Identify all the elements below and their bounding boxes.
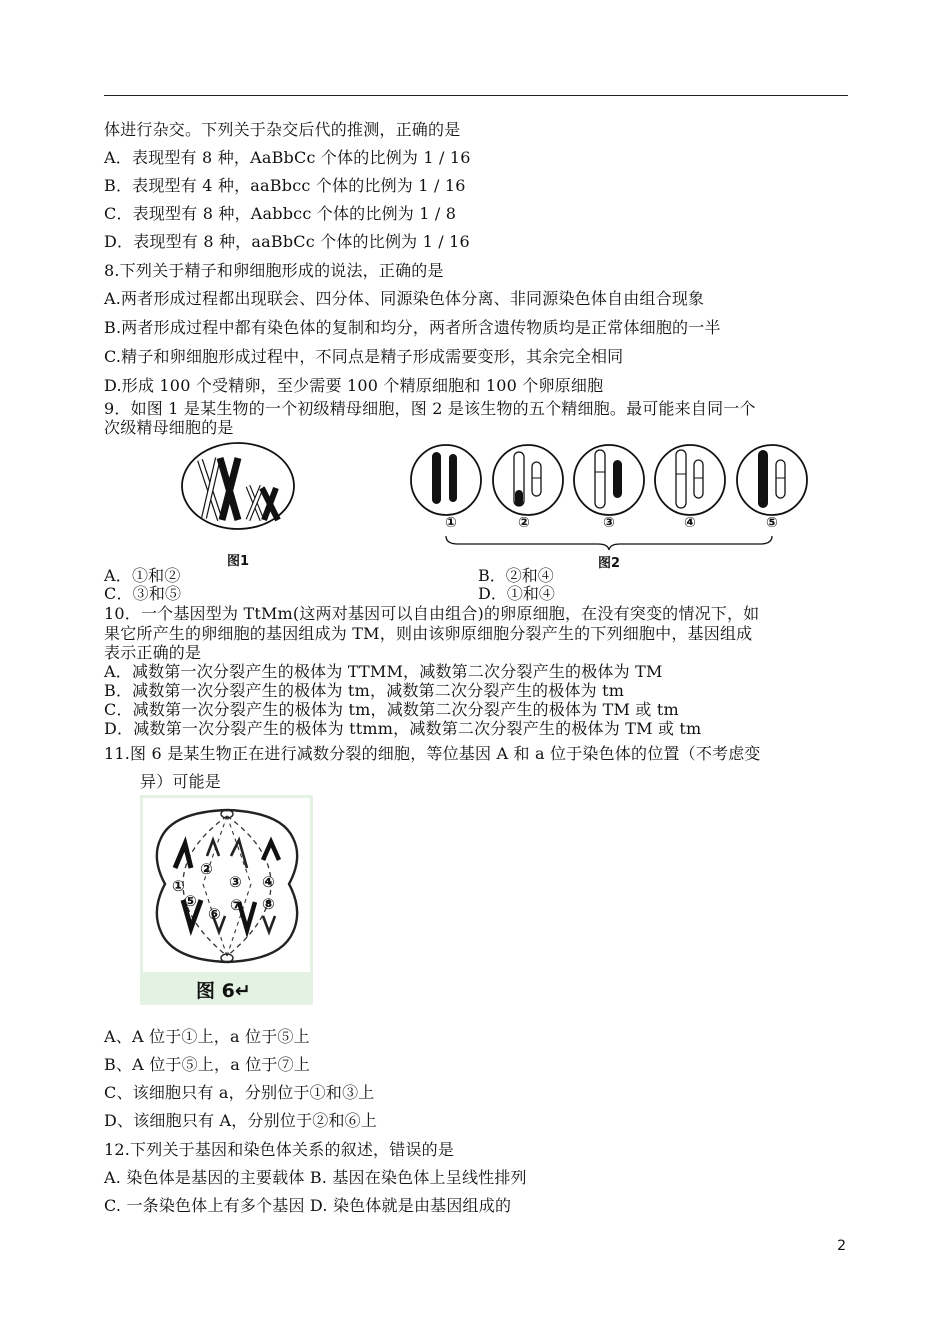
q11-option-c: C、该细胞只有 a，分别位于①和③上 (104, 1083, 375, 1102)
figure-6-label: 图 6↵ (196, 980, 251, 1002)
q11-option-d: D、该细胞只有 A，分别位于②和⑥上 (104, 1111, 378, 1130)
fig2-cell-3-number: ③ (603, 515, 615, 531)
q10-stem-3: 表示正确的是 (104, 643, 202, 662)
q9-option-d: D．①和④ (478, 584, 555, 603)
q8-option-d: D.形成 100 个受精卵，至少需要 100 个精原细胞和 100 个卵原细胞 (104, 376, 604, 395)
q10-option-a: A．减数第一次分裂产生的极体为 TTMM，减数第二次分裂产生的极体为 TM (104, 662, 663, 681)
page-number: 2 (837, 1238, 846, 1254)
fig6-mark-4: ④ (262, 873, 275, 891)
q12-options-cd: C. 一条染色体上有多个基因 D. 染色体就是由基因组成的 (104, 1196, 512, 1215)
q8-option-a: A.两者形成过程都出现联会、四分体、同源染色体分离、非同源染色体自由组合现象 (104, 289, 705, 308)
q12-options-ab: A. 染色体是基因的主要载体 B. 基因在染色体上呈线性排列 (104, 1168, 527, 1187)
fig2-cell-2-number: ② (518, 515, 530, 531)
fig2-cell-1 (411, 445, 481, 515)
q8-stem: 8.下列关于精子和卵细胞形成的说法，正确的是 (104, 261, 444, 280)
header-rule (104, 95, 848, 96)
figure-1-cell (178, 440, 298, 536)
figure-6-cell (143, 798, 310, 972)
q7-option-a: A．表现型有 8 种，AaBbCc 个体的比例为 1 / 16 (104, 148, 471, 167)
q8-option-c: C.精子和卵细胞形成过程中，不同点是精子形成需要变形，其余完全相同 (104, 347, 624, 366)
q7-option-d: D．表现型有 8 种，aaBbCc 个体的比例为 1 / 16 (104, 232, 470, 251)
fig6-mark-3: ③ (229, 873, 242, 891)
q12-stem: 12.下列关于基因和染色体关系的叙述，错误的是 (104, 1140, 455, 1159)
fig2-cell-3 (574, 445, 644, 515)
q11-stem-2: 异）可能是 (140, 772, 222, 791)
q10-option-d: D．减数第一次分裂产生的极体为 ttmm，减数第二次分裂产生的极体为 TM 或 tm (104, 719, 702, 738)
q7-stem-continued: 体进行杂交。下列关于杂交后代的推测，正确的是 (104, 120, 461, 139)
figure-2-cells (408, 440, 813, 552)
fig2-cell-2 (493, 445, 563, 515)
q11-stem-1: 11.图 6 是某生物正在进行减数分裂的细胞，等位基因 A 和 a 位于染色体的位置（不考虑变 (104, 744, 761, 763)
q9-option-b: B．②和④ (478, 566, 554, 585)
q9-stem-2: 次级精母细胞的是 (104, 418, 234, 437)
fig2-cell-4 (655, 445, 725, 515)
figure-6-box (140, 795, 313, 1005)
q8-option-b: B.两者形成过程中都有染色体的复制和均分，两者所含遗传物质均是正常体细胞的一半 (104, 318, 721, 337)
fig6-mark-1: ① (172, 877, 185, 895)
fig6-mark-8: ⑧ (262, 895, 275, 913)
q9-option-c: C．③和⑤ (104, 584, 182, 603)
fig2-cell-5 (737, 445, 807, 515)
q9-stem-1: 9．如图 1 是某生物的一个初级精母细胞，图 2 是该生物的五个精细胞。最可能来自同一个 (104, 399, 756, 418)
figure-1-label: 图1 (227, 554, 250, 569)
fig6-mark-6: ⑥ (208, 905, 221, 923)
q10-option-b: B．减数第一次分裂产生的极体为 tm，减数第二次分裂产生的极体为 tm (104, 681, 625, 700)
q10-stem-1: 10．一个基因型为 TtMm(这两对基因可以自由组合)的卵原细胞，在没有突变的情况下，如 (104, 604, 760, 623)
fig6-mark-5: ⑤ (184, 892, 197, 910)
q9-option-a: A．①和② (104, 566, 181, 585)
fig2-cell-1-number: ① (445, 515, 457, 531)
fig2-cell-5-number: ⑤ (766, 515, 778, 531)
q11-option-a: A、A 位于①上，a 位于⑤上 (104, 1027, 310, 1046)
q10-option-c: C．减数第一次分裂产生的极体为 tm，减数第二次分裂产生的极体为 TM 或 tm (104, 700, 679, 719)
q7-option-c: C．表现型有 8 种，Aabbcc 个体的比例为 1 / 8 (104, 204, 457, 223)
q10-stem-2: 果它所产生的卵细胞的基因组成为 TM，则由该卵原细胞分裂产生的下列细胞中，基因组成 (104, 624, 753, 643)
fig6-mark-7: ⑦ (230, 896, 243, 914)
fig2-cell-4-number: ④ (684, 515, 696, 531)
fig6-mark-2: ② (200, 860, 213, 878)
q11-option-b: B、A 位于⑤上，a 位于⑦上 (104, 1055, 311, 1074)
figure-2-label: 图2 (598, 556, 621, 571)
q7-option-b: B．表现型有 4 种，aaBbcc 个体的比例为 1 / 16 (104, 176, 466, 195)
